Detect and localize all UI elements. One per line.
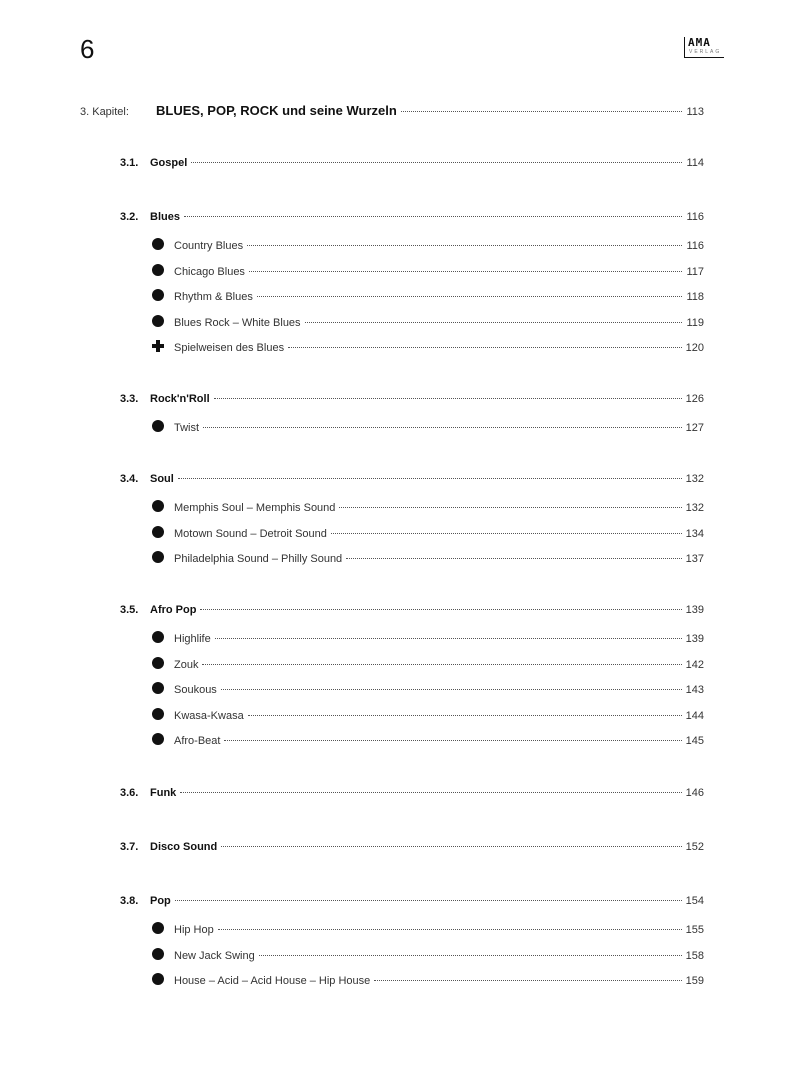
- subsection-entry[interactable]: [152, 947, 704, 962]
- subsection-page: 159: [685, 975, 704, 988]
- bullet-icon: [152, 708, 164, 720]
- subsection-entry[interactable]: [152, 499, 704, 514]
- leader-dots: [248, 715, 682, 716]
- subsection-title: Blues Rock – White Blues: [174, 316, 301, 329]
- subsection-title: Highlife: [174, 633, 211, 645]
- bullet-icon: [152, 526, 164, 538]
- subsection-entry[interactable]: [152, 630, 704, 645]
- section-number: 3.1.: [120, 157, 139, 169]
- bullet-icon: [152, 631, 164, 643]
- subsection-entry[interactable]: [152, 681, 704, 696]
- subsection-title: Kwasa-Kwasa: [174, 709, 244, 722]
- subsection-title: New Jack Swing: [174, 949, 255, 962]
- subsection-entry[interactable]: [152, 314, 704, 329]
- section-page: 114: [686, 157, 704, 169]
- subsection-entry[interactable]: [152, 419, 704, 434]
- leader-dots: [215, 638, 682, 639]
- subsection-page: 139: [685, 633, 704, 645]
- bullet-icon: [152, 238, 164, 250]
- subsection-entry[interactable]: [152, 707, 704, 722]
- chapter-prefix: 3. Kapitel:: [80, 106, 129, 118]
- chapter-title: BLUES, POP, ROCK und seine Wurzeln: [156, 103, 397, 118]
- subsection-page: 116: [686, 240, 704, 252]
- subsection-title: Zouk: [174, 658, 199, 671]
- section-number: 3.4.: [120, 473, 139, 485]
- bullet-icon: [152, 551, 164, 563]
- leader-dots: [339, 507, 681, 508]
- bullet-icon: [152, 948, 164, 960]
- subsection-page: 118: [686, 291, 704, 304]
- page-number: 6: [80, 34, 95, 64]
- subsection-page: 144: [685, 709, 704, 722]
- section-entry[interactable]: [120, 157, 704, 169]
- subsection-title: Philadelphia Sound – Philly Sound: [174, 553, 343, 566]
- subsection-entry[interactable]: [152, 237, 704, 252]
- section-page: 146: [685, 787, 704, 799]
- section-number: 3.8.: [120, 895, 139, 907]
- section-page: 116: [686, 211, 704, 223]
- subsection-entry[interactable]: [152, 972, 704, 987]
- leader-dots: [288, 347, 682, 348]
- leader-dots: [200, 609, 681, 610]
- subsection-entry[interactable]: [152, 288, 704, 303]
- section-entry[interactable]: [120, 787, 704, 799]
- plus-icon: [152, 340, 164, 352]
- leader-dots: [202, 664, 681, 665]
- section-number: 3.7.: [120, 841, 139, 853]
- section-number: 3.3.: [120, 393, 139, 405]
- leader-dots: [331, 533, 682, 534]
- bullet-icon: [152, 682, 164, 694]
- leader-dots: [249, 271, 683, 272]
- section-entry[interactable]: [120, 841, 704, 853]
- section-entry[interactable]: [120, 211, 704, 223]
- subsection-page: 143: [685, 684, 704, 697]
- subsection-title: Memphis Soul – Memphis Sound: [174, 502, 336, 514]
- bullet-icon: [152, 500, 164, 512]
- section-entry[interactable]: [120, 393, 704, 405]
- subsection-entry[interactable]: [152, 525, 704, 540]
- subsection-entry[interactable]: [152, 339, 704, 354]
- subsection-title: Twist: [174, 422, 200, 434]
- section-number: 3.6.: [120, 787, 139, 799]
- section-title: Funk: [150, 787, 177, 799]
- subsection-page: 142: [685, 658, 704, 671]
- leader-dots: [374, 980, 681, 981]
- subsection-page: 127: [685, 422, 704, 434]
- section-number: 3.5.: [120, 604, 139, 616]
- subsection-title: Rhythm & Blues: [174, 291, 253, 304]
- leader-dots: [401, 111, 683, 112]
- subsection-page: 145: [685, 735, 704, 748]
- publisher-logo: [684, 37, 724, 59]
- leader-dots: [203, 427, 682, 428]
- chapter-entry[interactable]: [80, 103, 704, 118]
- bullet-icon: [152, 289, 164, 301]
- leader-dots: [257, 296, 683, 297]
- leader-dots: [184, 216, 682, 217]
- subsection-title: Country Blues: [174, 240, 244, 252]
- subsection-entry[interactable]: [152, 263, 704, 278]
- logo-text: AMA: [688, 36, 711, 49]
- bullet-icon: [152, 420, 164, 432]
- section-title: Disco Sound: [150, 841, 218, 853]
- leader-dots: [247, 245, 682, 246]
- subsection-entry[interactable]: [152, 921, 704, 936]
- bullet-icon: [152, 922, 164, 934]
- subsection-entry[interactable]: [152, 656, 704, 671]
- section-title: Blues: [150, 211, 180, 223]
- subsection-page: 158: [685, 949, 704, 962]
- leader-dots: [221, 846, 681, 847]
- leader-dots: [218, 929, 682, 930]
- subsection-title: Soukous: [174, 684, 217, 697]
- section-page: 152: [685, 841, 704, 853]
- subsection-page: 134: [685, 527, 704, 540]
- subsection-page: 137: [685, 553, 704, 566]
- section-entry[interactable]: [120, 895, 704, 907]
- subsection-page: 132: [685, 502, 704, 514]
- subsection-page: 120: [685, 342, 704, 355]
- leader-dots: [224, 740, 681, 741]
- subsection-title: Chicago Blues: [174, 265, 245, 278]
- leader-dots: [259, 955, 682, 956]
- section-title: Soul: [150, 473, 174, 485]
- chapter-page: 113: [686, 106, 704, 118]
- subsection-page: 117: [686, 265, 704, 278]
- subsection-entry[interactable]: [152, 732, 704, 747]
- subsection-title: Afro-Beat: [174, 735, 221, 748]
- subsection-title: House – Acid – Acid House – Hip House: [174, 975, 371, 988]
- leader-dots: [191, 162, 682, 163]
- subsection-title: Spielweisen des Blues: [174, 342, 285, 355]
- leader-dots: [346, 558, 681, 559]
- section-number: 3.2.: [120, 211, 139, 223]
- section-page: 126: [685, 393, 704, 405]
- section-title: Afro Pop: [150, 604, 197, 616]
- leader-dots: [305, 322, 683, 323]
- section-title: Rock'n'Roll: [150, 393, 210, 405]
- section-entry[interactable]: [120, 473, 704, 485]
- section-page: 139: [685, 604, 704, 616]
- leader-dots: [180, 792, 681, 793]
- leader-dots: [221, 689, 682, 690]
- section-title: Pop: [150, 895, 171, 907]
- subsection-entry[interactable]: [152, 550, 704, 565]
- section-entry[interactable]: [120, 604, 704, 616]
- bullet-icon: [152, 973, 164, 985]
- leader-dots: [178, 478, 682, 479]
- subsection-page: 155: [685, 924, 704, 936]
- subsection-title: Hip Hop: [174, 924, 214, 936]
- bullet-icon: [152, 733, 164, 745]
- section-page: 154: [685, 895, 704, 907]
- bullet-icon: [152, 264, 164, 276]
- bullet-icon: [152, 657, 164, 669]
- leader-dots: [214, 398, 682, 399]
- section-title: Gospel: [150, 157, 188, 169]
- bullet-icon: [152, 315, 164, 327]
- subsection-page: 119: [686, 316, 704, 329]
- section-page: 132: [685, 473, 704, 485]
- subsection-title: Motown Sound – Detroit Sound: [174, 527, 327, 540]
- logo-subtext: VERLAG: [689, 49, 722, 55]
- leader-dots: [175, 900, 682, 901]
